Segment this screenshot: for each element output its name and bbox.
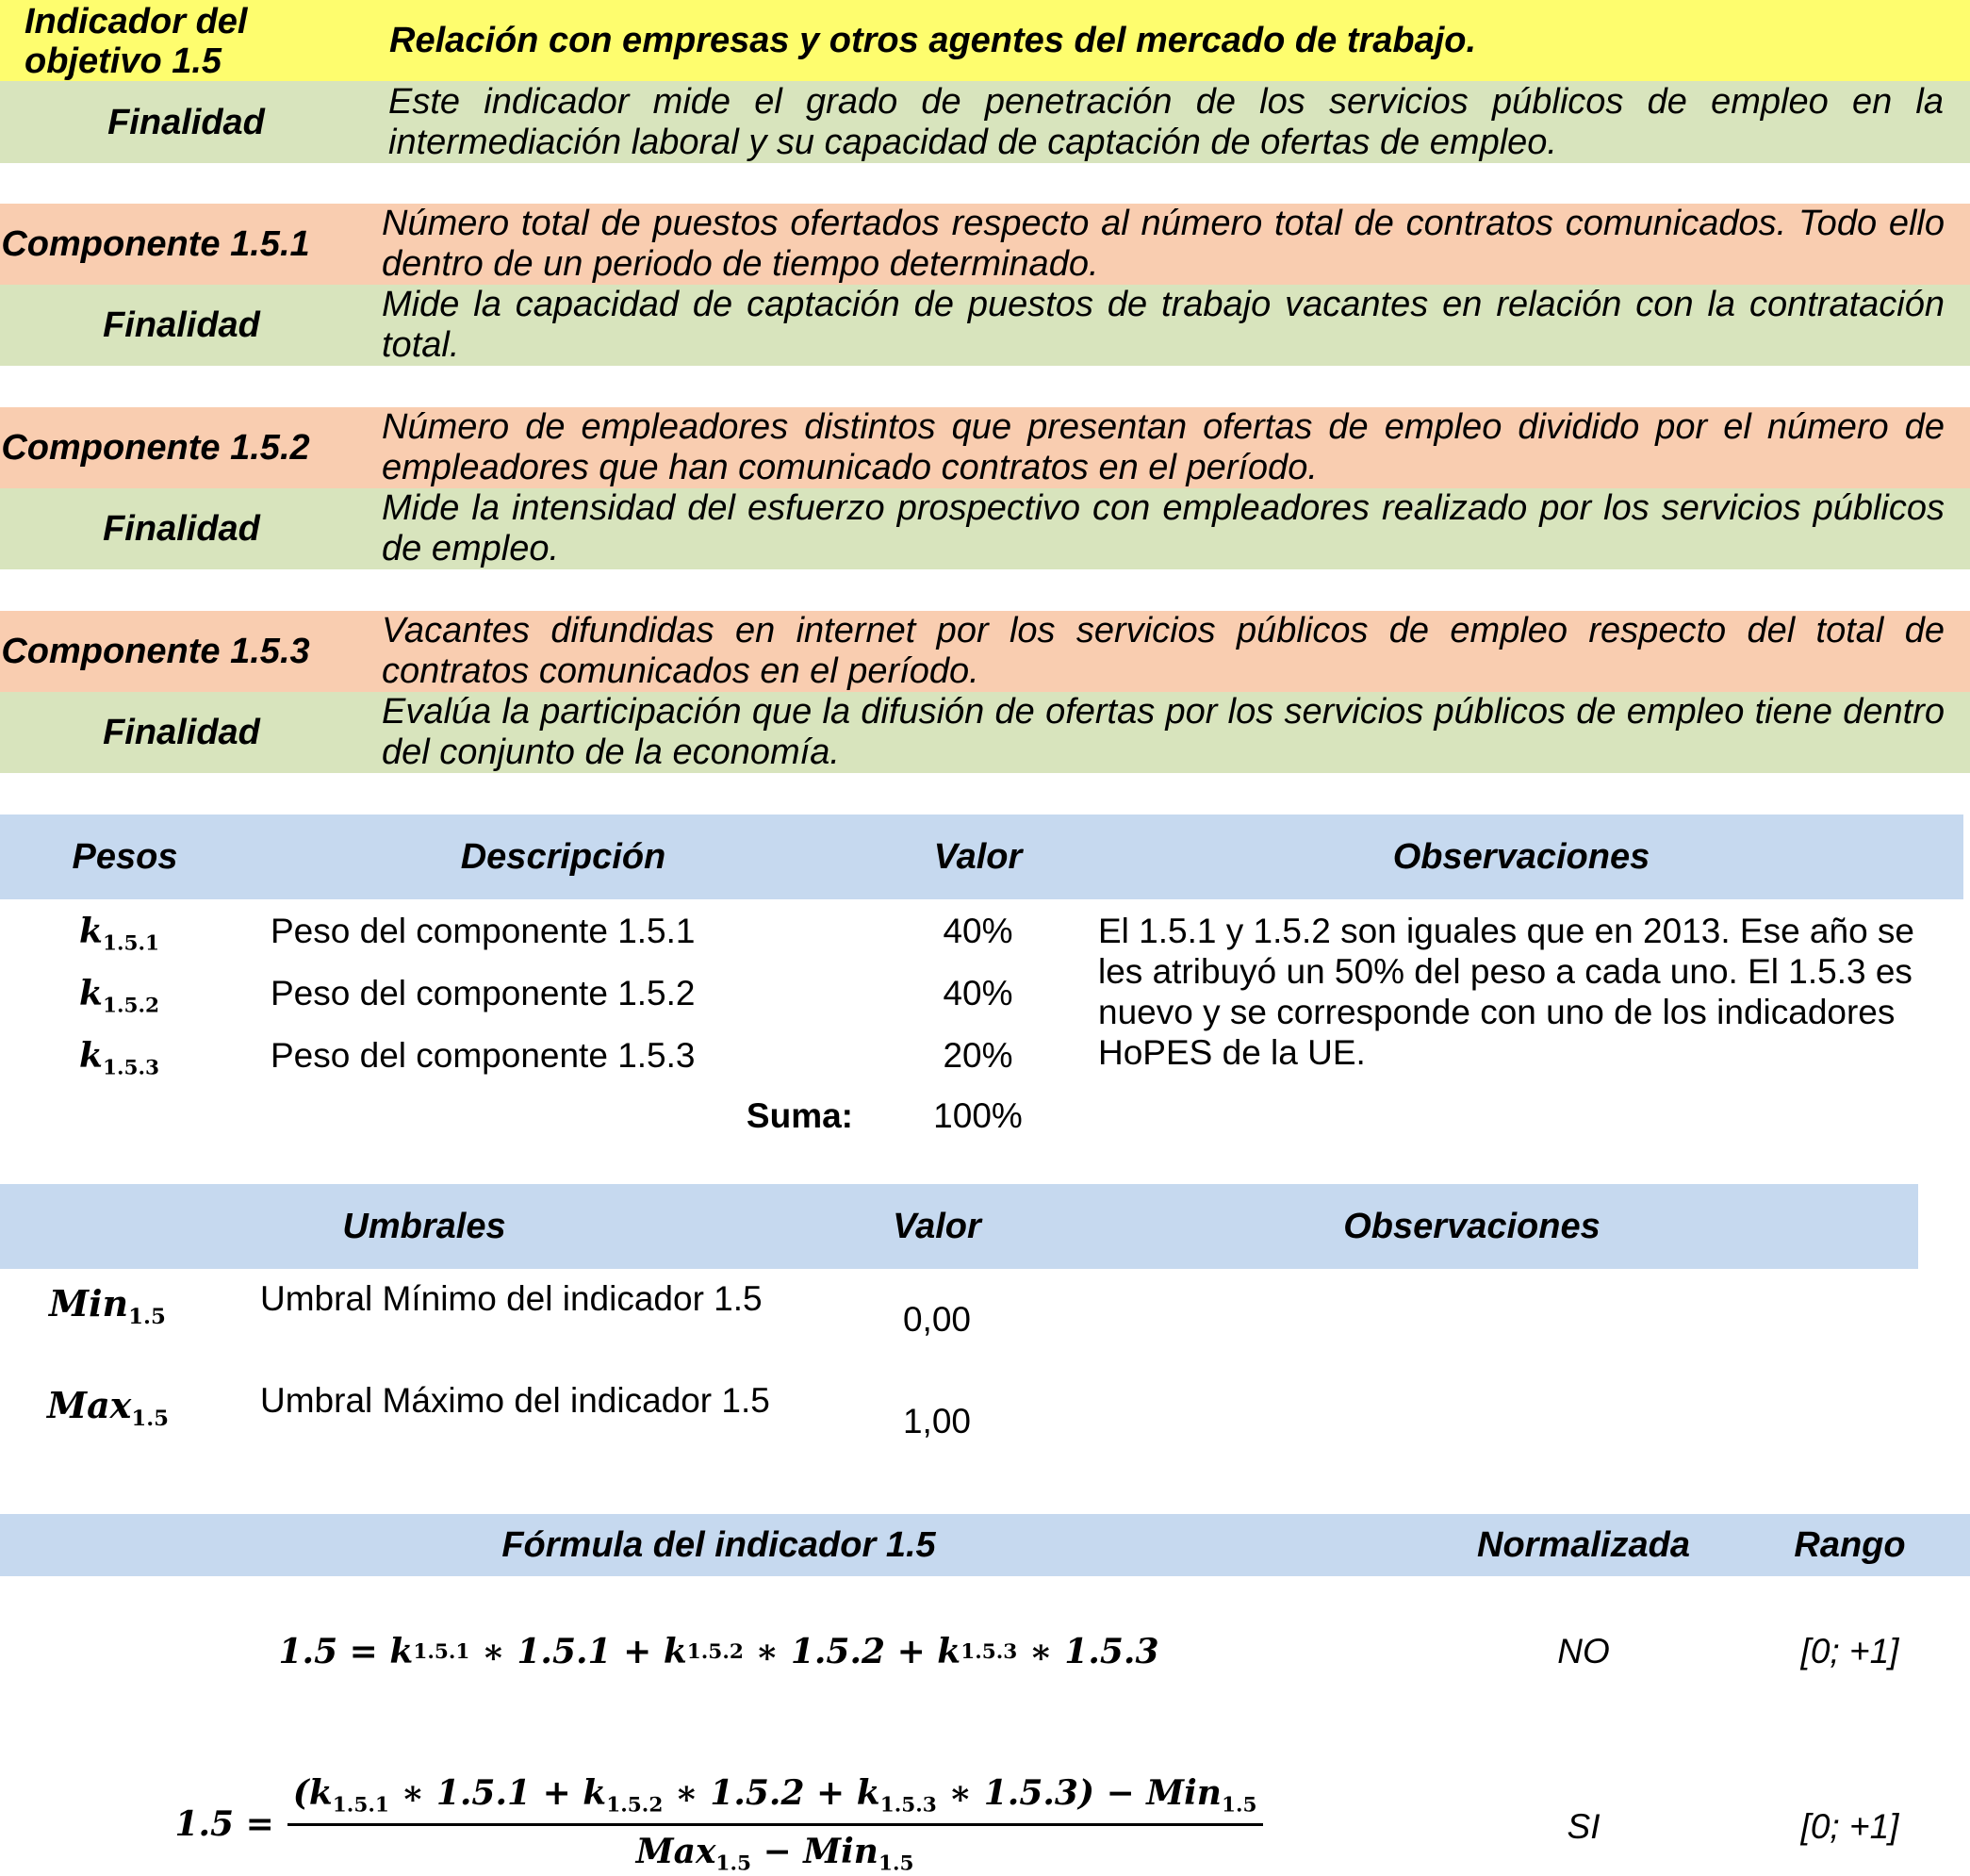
formula-header-formula: Fórmula del indicador 1.5 <box>501 1524 936 1565</box>
threshold-value: 1,00 <box>902 1402 971 1440</box>
component-purpose-text: Evalúa la participación que la difusión de ofertas por los servicios públicos de empleo tiene dentro del conjunto de la economía. <box>382 692 1945 772</box>
formula-header-rango: Rango <box>1794 1524 1906 1565</box>
weight-description: Peso del componente 1.5.3 <box>271 1036 696 1075</box>
threshold-symbol: Min$_{1.5}$ <box>49 1282 166 1329</box>
component-purpose-text: Mide la intensidad del esfuerzo prospectivo con empleadores realizado por los servicios públicos de empleo. <box>382 488 1945 568</box>
formula-plain: 1.5 = k 1.5.1 ∗ 1.5.1 + k 1.5.2 ∗ 1.5.2 + k 1.5.3 ∗ 1.5.3 <box>278 1632 1159 1671</box>
indicator-purpose-label: Finalidad <box>107 102 265 142</box>
weights-sum-label: Suma: <box>746 1096 853 1135</box>
thresholds-header-umbrales: Umbrales <box>342 1206 506 1246</box>
weight-symbol: $k_{1.5.1}$ <box>79 912 160 956</box>
threshold-symbol: Max$_{1.5}$ <box>47 1384 170 1431</box>
weight-description: Peso del componente 1.5.2 <box>271 974 696 1012</box>
component-description: Número de empleadores distintos que presentan ofertas de empleo dividido por el número de empleadores que han comunicado contratos en el período. <box>382 407 1945 487</box>
weights-observations: El 1.5.1 y 1.5.2 son iguales que en 2013. Ese año se les atribuyó un 50% del peso a cada uno. El 1.5.3 es nuevo y se corresponde con uno de los indicadores HoPES de la UE. <box>1098 912 1915 1072</box>
formula-range-value: [0; +1] <box>1800 1632 1899 1670</box>
weights-header-pesos: Pesos <box>72 836 178 877</box>
component-purpose-label: Finalidad <box>103 713 260 752</box>
component-label: Componente 1.5.3 <box>1 632 310 671</box>
weight-value: 40% <box>943 974 1013 1012</box>
formula-normalized: 1.5 = $\frac{(k_{1.5.1} ∗ 1.5.1 + k_{1.5.2} ∗ 1.5.2 + k_{1.5.3} ∗ 1.5.3) - Min_{1.5}}{Max_{1.5} - Min_{1.5}}$ <box>0 1772 1437 1876</box>
formula-range-value: [0; +1] <box>1800 1807 1899 1846</box>
threshold-value: 0,00 <box>902 1300 971 1339</box>
weight-value: 40% <box>943 912 1013 950</box>
thresholds-header-valor: Valor <box>893 1206 981 1246</box>
component-label: Componente 1.5.1 <box>1 224 310 264</box>
component-purpose-label: Finalidad <box>103 305 260 345</box>
component-description: Vacantes difundidas en internet por los servicios públicos de empleo respecto del total de contratos comunicados en el período. <box>382 611 1945 691</box>
threshold-description: Umbral Mínimo del indicador 1.5 <box>260 1279 763 1318</box>
weight-value: 20% <box>943 1036 1013 1075</box>
component-purpose-text: Mide la capacidad de captación de puestos de trabajo vacantes en relación con la contratación total. <box>382 285 1945 365</box>
weights-header-observaciones: Observaciones <box>1392 836 1650 877</box>
weight-symbol: $k_{1.5.3}$ <box>79 1036 160 1080</box>
thresholds-header-observaciones: Observaciones <box>1343 1206 1601 1246</box>
formula-header-normalizada: Normalizada <box>1477 1524 1690 1565</box>
weights-header-descripcion: Descripción <box>460 836 666 877</box>
weight-description: Peso del componente 1.5.1 <box>271 912 696 950</box>
formula-normalized-value: SI <box>1567 1807 1601 1846</box>
component-purpose-label: Finalidad <box>103 509 260 549</box>
weights-header-valor: Valor <box>933 836 1023 877</box>
component-description: Número total de puestos ofertados respecto al número total de contratos comunicados. Todo ello dentro de un periodo de tiempo determinado. <box>382 204 1945 284</box>
indicator-purpose-text: Este indicador mide el grado de penetración de los servicios públicos de empleo en la intermediación laboral y su capacidad de captación de ofertas de empleo. <box>388 81 1944 162</box>
weight-symbol: $k_{1.5.2}$ <box>79 974 160 1018</box>
weights-sum-value: 100% <box>933 1096 1023 1135</box>
formula-normalized-value: NO <box>1557 1632 1610 1670</box>
threshold-description: Umbral Máximo del indicador 1.5 <box>260 1381 770 1420</box>
indicator-title: Relación con empresas y otros agentes del mercado de trabajo. <box>389 21 1477 60</box>
indicator-label: Indicador del objetivo 1.5 <box>25 2 248 81</box>
component-label: Componente 1.5.2 <box>1 428 310 468</box>
